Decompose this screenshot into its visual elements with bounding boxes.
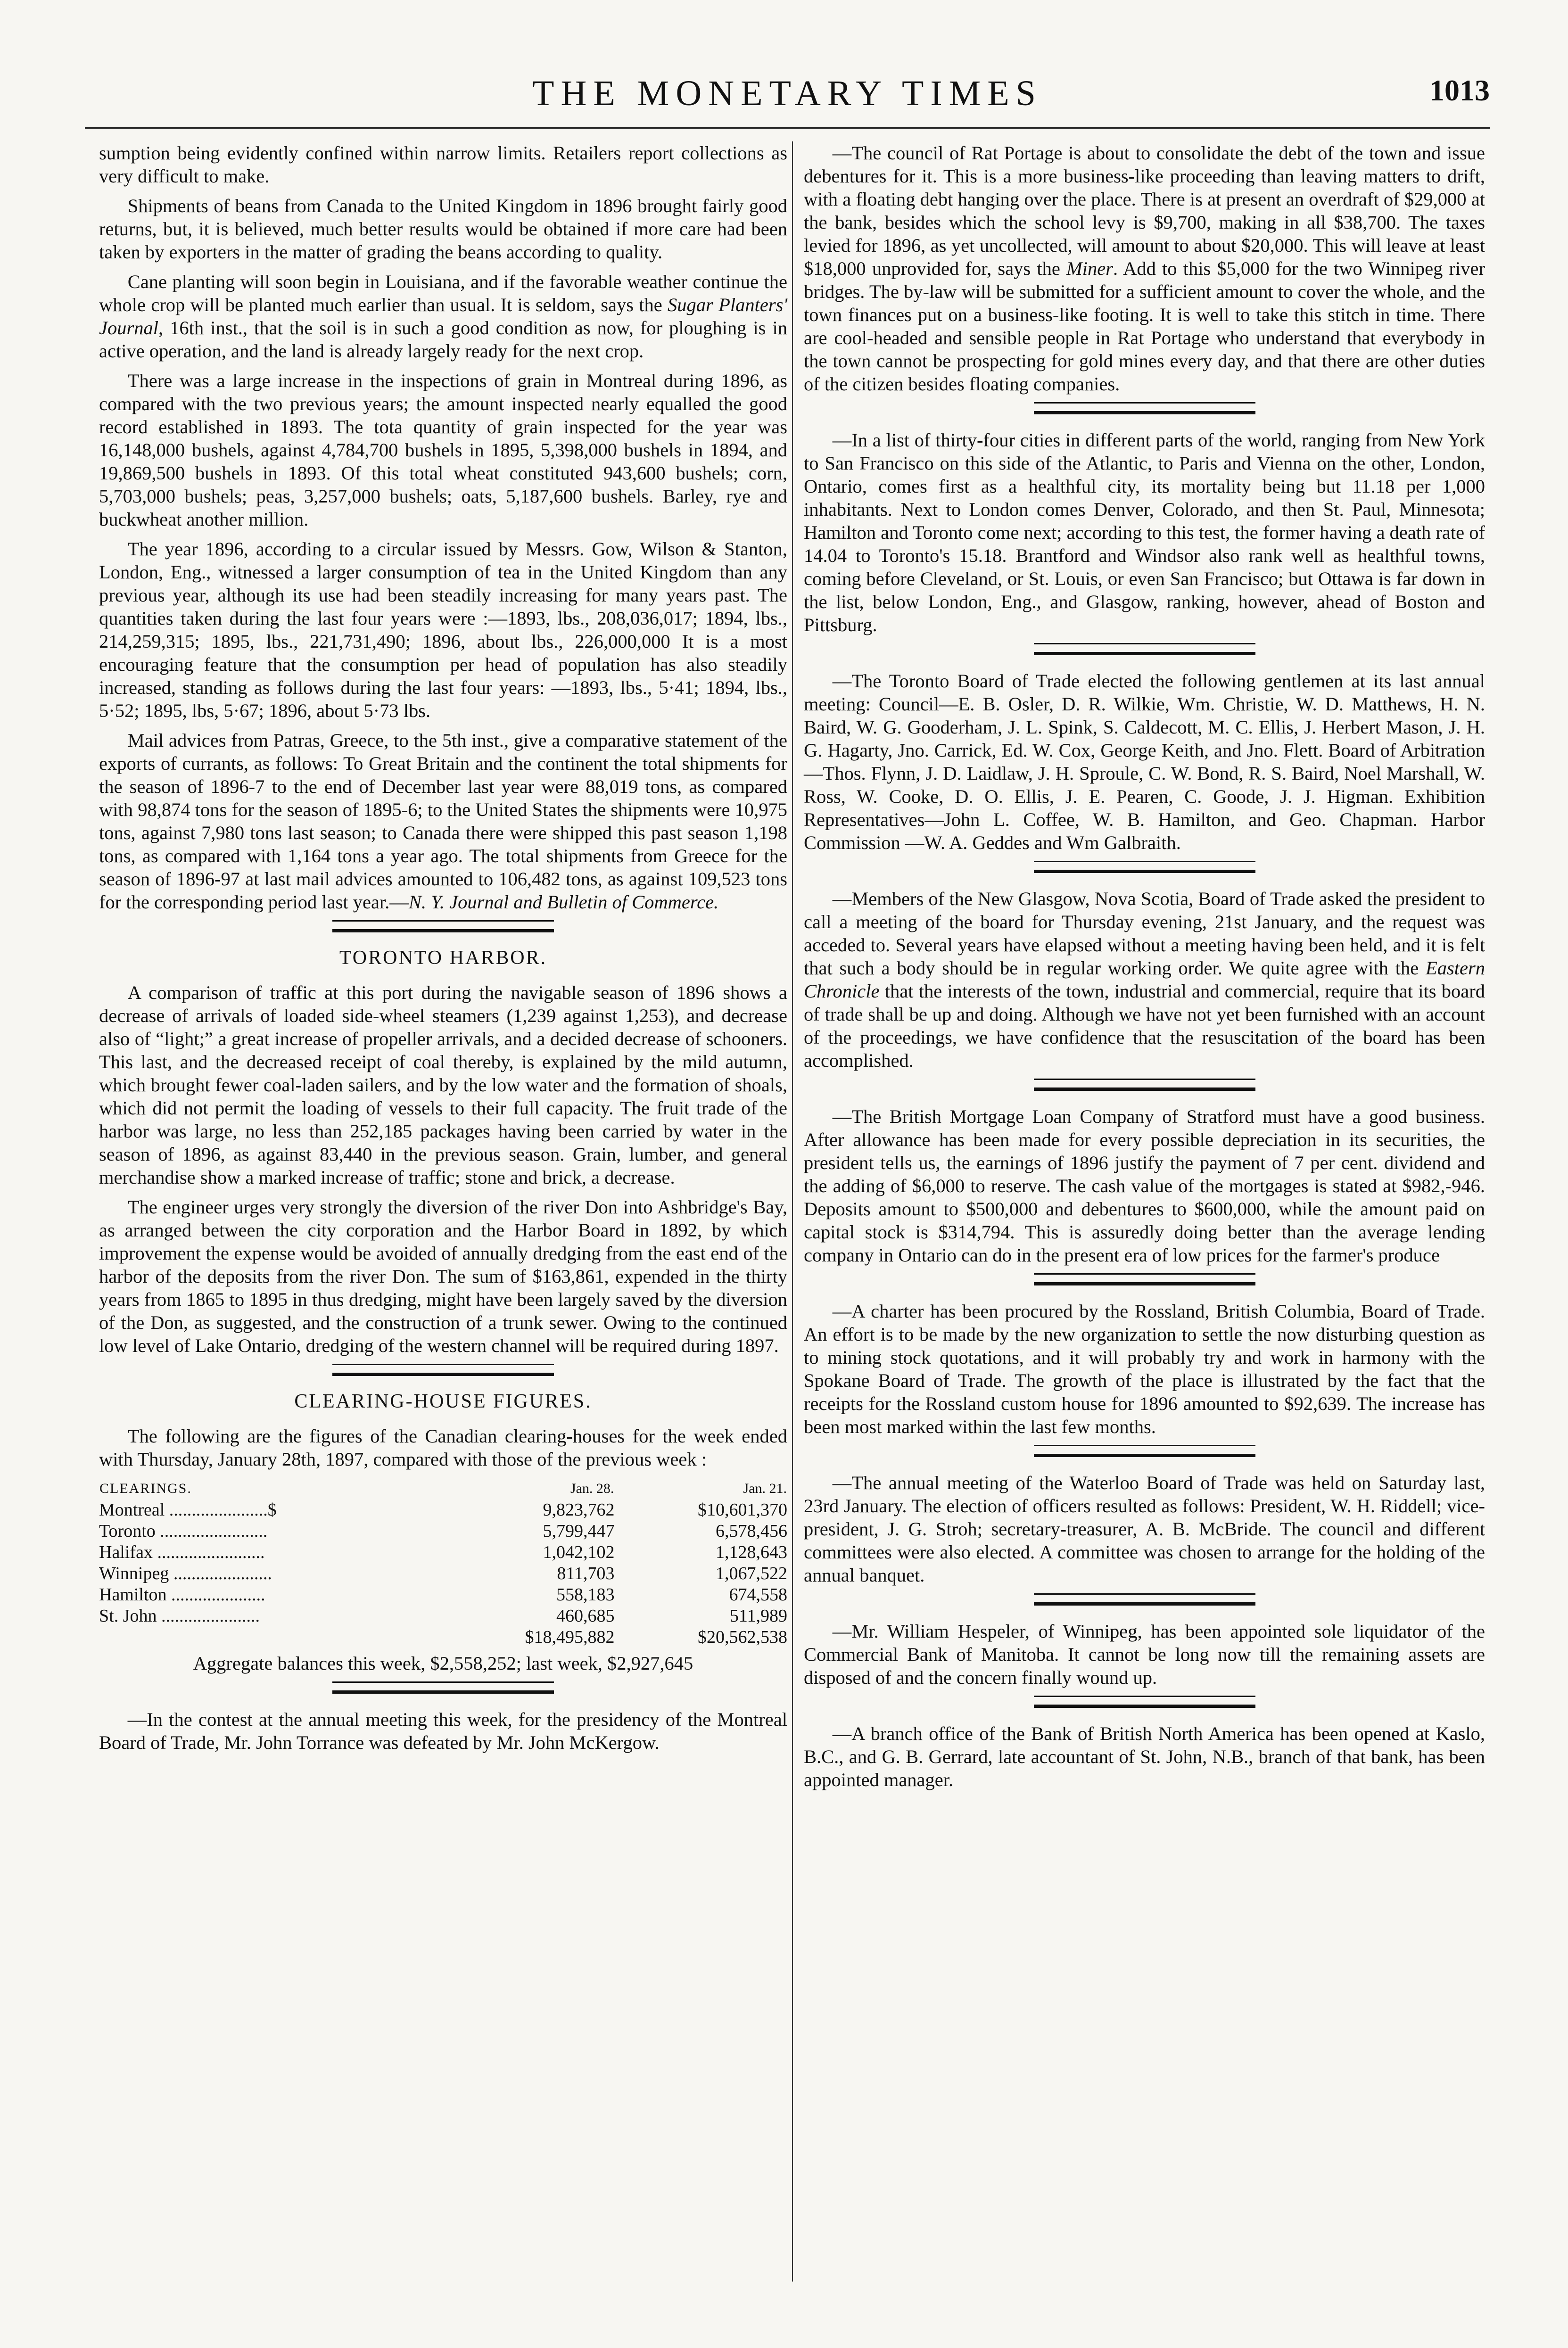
table-row: Hamilton ..................... 558,183 674,558 <box>99 1585 787 1605</box>
right-column <box>804 141 1485 1798</box>
table-row: Montreal ......................$ 9,823,762 $10,601,370 <box>99 1500 787 1520</box>
section-rule <box>332 920 554 932</box>
page-number: 1013 <box>1429 74 1490 107</box>
section-heading-clearing-house: CLEARING-HOUSE FIGURES. <box>294 1391 592 1412</box>
table-row: Winnipeg ...................... 811,703 1,067,522 <box>99 1564 787 1583</box>
paragraph: —The Toronto Board of Trade elected the following gentlemen at its last annual meeting: Council—E. B. Osler, D. R. Wilkie, Wm. Christie, W. D. Matthews, H. N. Baird, W. G. Gooderham, J. L. Spink, S. Caldecott, M. C. Ellis, J. Herbert Mason, J. H. G. Hagarty, Jno. Carrick, Ed. W. Cox, George Keith, and Jno. Flett. Board of Arbitration—Thos. Flynn, J. D. Laidlaw, J. H. Sproule, C. W. Bond, R. S. Baird, Noel Marshall, W. Ross, W. Cooke, D. O. Ellis, J. E. Pearen, C. Goode, J. J. Higman. Exhibition Representatives—John L. Coffee, W. B. Hamilton, and Geo. Chapman. Harbor Commission —W. A. Geddes and Wm Galbraith. <box>804 670 1485 853</box>
section-rule <box>332 1364 554 1376</box>
paragraph: —The annual meeting of the Waterloo Board of Trade was held on Saturday last, 23rd January. The election of officers resulted as follows: President, W. H. Riddell; vice-president, J. G. Stroh; secretary-treasurer, A. B. McBride. The council and different committees were also elected. A committee was chosen to arrange for the holding of the annual banquet. <box>804 1472 1485 1586</box>
section-rule <box>1034 1696 1255 1708</box>
publication-title: THE MONETARY TIMES <box>532 74 1042 113</box>
section-rule <box>1034 643 1255 655</box>
paragraph: There was a large increase in the inspections of grain in Montreal during 1896, as compared with the two previous years; the amount inspected nearly equalled the good record established in 1893. The tota quantity of grain inspected for the year was 16,148,000 bushels, against 4,784,700 bushels in 1895, 5,398,000 bushels in 1894, and 19,869,500 bushels in 1893. Of this total wheat constituted 943,600 bushels; corn, 5,703,000 bushels; peas, 3,257,000 bushels; oats, 5,187,600 bushels. Barley, rye and buckwheat another million. <box>99 370 787 530</box>
table-row: Toronto ........................ 5,799,447 6,578,456 <box>99 1521 787 1541</box>
paragraph: —A branch office of the Bank of British North America has been opened at Kaslo, B.C., and G. B. Gerrard, late accountant of St. John, N.B., branch of that bank, has been appointed manager. <box>804 1723 1485 1790</box>
paragraph: The following are the figures of the Canadian clearing-houses for the week ended with Thursday, January 28th, 1897, compared with those of the previous week : <box>99 1425 787 1470</box>
paragraph: The year 1896, according to a circular issued by Messrs. Gow, Wilson & Stanton, London, Eng., witnessed a larger consumption of tea in the United Kingdom than any previous year, although its use had been steadily increasing for many years past. The quantities taken during the last four years were :—1893, lbs., 208,036,017; 1894, lbs., 214,259,315; 1895, lbs., 221,731,490; 1896, about lbs., 226,000,000 It is a most encouraging feature that the consumption per head of population has also steadily increased, standing as follows during the last four years: —1893, lbs., 5·41; 1894, lbs., 5·52; 1895, lbs, 5·67; 1896, about 5·73 lbs. <box>99 538 787 721</box>
table-row: Halifax ........................ 1,042,102 1,128,643 <box>99 1542 787 1562</box>
paragraph: —In the contest at the annual meeting this week, for the presidency of the Montreal Board of Trade, Mr. John Torrance was defeated by Mr. John McKergow. <box>99 1709 787 1753</box>
paragraph: —In a list of thirty-four cities in different parts of the world, ranging from New York to San Francisco on this side of the Atlantic, to Paris and Vienna on the other, London, Ontario, comes first as a healthful city, its mortality being but 11.18 per 1,000 inhabitants. Next to London comes Denver, Colorado, and then St. Paul, Minnesota; Hamilton and Toronto come next; according to this test, the former having a death rate of 14.04 to Toronto's 15.18. Brantford and Windsor also rank well as healthful towns, coming before Cleveland, or St. Louis, or even San Francisco; but Ottawa is far down in the list, below London, Eng., and Glasgow, ranking, however, ahead of Boston and Pittsburg. <box>804 429 1485 635</box>
paragraph: —Members of the New Glasgow, Nova Scotia, Board of Trade asked the president to call a meeting of the board for Thursday evening, 21st January, and the request was acceded to. Several years have elapsed without a meeting having been held, and it is felt that such a body should be in regular working order. We quite agree with the Eastern Chronicle that the interests of the town, industrial and commercial, require that its board of trade shall be up and doing. Although we have not yet been furnished with an account of the proceedings, we have confidence that the resuscitation of the board has been accomplished. <box>804 888 1485 1071</box>
table-row: St. John ...................... 460,685 511,989 <box>99 1606 787 1626</box>
paragraph: The engineer urges very strongly the diversion of the river Don into Ashbridge's Bay, as arranged between the city corporation and the Harbor Board in 1892, by which improvement the expense would be avoided of annually dredging from the east end of the harbor of the deposits from the river Don. The sum of $163,861, expended in the thirty years from 1865 to 1895 in thus dredging, might have been largely saved by the diversion of the Don, as suggested, and the construction of a trunk sewer. Owing to the continued low level of Lake Ontario, dredging of the western channel will be required during 1897. <box>99 1196 787 1356</box>
left-column <box>99 141 787 1761</box>
page-header <box>85 71 1490 129</box>
section-rule <box>1034 1593 1255 1606</box>
table-total-row: $18,495,882 $20,562,538 <box>525 1627 787 1647</box>
paragraph: —Mr. William Hespeler, of Winnipeg, has been appointed sole liquidator of the Commercial Bank of Manitoba. It cannot be long now till the remaining assets are disposed of and the concern finally wound up. <box>804 1621 1485 1688</box>
paragraph: Mail advices from Patras, Greece, to the 5th inst., give a comparative statement of the exports of currants, as follows: To Great Britain and the continent the total shipments for the season of 1896-7 to the end of December last year were 88,019 tons, as compared with 98,874 tons for the season of 1895-6; to the United States the shipments were 10,975 tons, against 7,980 tons last season; to Canada there were shipped this past season 1,198 tons, as compared with 1,164 tons a year ago. The total shipments from Greece for the season of 1896-97 at last mail advices amounted to 106,482 tons, as against 109,523 tons for the corresponding period last year.—N. Y. Journal and Bulletin of Commerce. <box>99 730 787 913</box>
section-rule <box>332 1681 554 1694</box>
aggregate-balances: Aggregate balances this week, $2,558,252; last week, $2,927,645 <box>193 1653 693 1674</box>
column-divider <box>792 141 793 2282</box>
paragraph: Shipments of beans from Canada to the United Kingdom in 1896 brought fairly good returns, but, it is believed, much better results would be obtained if more care had been taken by exporters in the matter of grading the beans according to quality. <box>99 195 787 263</box>
clearing-house-table <box>99 1477 787 1648</box>
table-header-jan21: Jan. 21. <box>743 1481 787 1496</box>
table-header-jan28: Jan. 28. <box>570 1481 614 1496</box>
section-rule <box>1034 1273 1255 1285</box>
paragraph: —The British Mortgage Loan Company of Stratford must have a good business. After allowance has been made for every possible depreciation in its securities, the president tells us, the earnings of 1896 justify the payment of 7 per cent. dividend and the adding of $6,000 to reserve. The cash value of the mortgages is stated at $982,-946. Deposits amount to $500,000 and debentures to $600,000, while the amount paid on capital stock is $314,794. This is assuredly doing better than the average lending company in Ontario can do in the present era of low prices for the farmer's produce <box>804 1106 1485 1266</box>
section-rule <box>1034 1079 1255 1091</box>
paragraph: —A charter has been procured by the Rossland, British Columbia, Board of Trade. An effort is to be made by the new organization to settle the now disturbing question as to mining stock quotations, and it will probably try and work in harmony with the Spokane Board of Trade. The growth of the place is illustrated by the fact that the receipts for the Rossland custom house for 1896 amounted to $92,639. The increase has been most marked within the last few months. <box>804 1301 1485 1437</box>
table-header-label: CLEARINGS. <box>99 1481 192 1496</box>
paragraph: —The council of Rat Portage is about to consolidate the debt of the town and issue debentures for it. This is a more business-like proceeding than leaving matters to drift, with a floating debt hanging over the place. There is at present an overdraft of $29,000 at the bank, besides which the school levy is $9,700, making in all $38,700. The taxes levied for 1896, as yet uncollected, will amount to about $20,000. This will leave at least $18,000 unprovided for, says the Miner. Add to this $5,000 for the two Winnipeg river bridges. The by-law will be submitted for a sufficient amount to cover the whole, and the town finances put on a business-like footing. It is well to take this stitch in time. There are cool-headed and sensible people in Rat Portage who understand that everybody in the town cannot be prospecting for gold mines every day, and that there are other duties of the citizen besides floating companies. <box>804 142 1485 395</box>
section-rule <box>1034 861 1255 873</box>
paragraph: sumption being evidently confined within narrow limits. Retailers report collections as very difficult to make. <box>99 142 787 187</box>
paragraph: Cane planting will soon begin in Louisiana, and if the favorable weather continue the whole crop will be planted much earlier than usual. It is seldom, says the Sugar Planters' Journal, 16th inst., that the soil is in such a good condition as now, for ploughing is in active operation, and the land is already largely ready for the next crop. <box>99 271 787 362</box>
section-rule <box>1034 402 1255 414</box>
section-heading-toronto-harbor: TORONTO HARBOR. <box>339 947 547 969</box>
paragraph: A comparison of traffic at this port during the navigable season of 1896 shows a decrease of arrivals of loaded side-wheel steamers (1,239 against 1,253), and decrease also of “light;” a great increase of propeller arrivals, and a decided decrease of schooners. This last, and the decreased receipt of coal thereby, is explained by the mild autumn, which brought fewer coal-laden sailers, and by the low water and the formation of shoals, which did not permit the loading of vessels to their full capacity. The fruit trade of the harbor was large, no less than 252,185 packages having been carried by water in the season of 1896, as against 83,440 in the previous season. Grain, lumber, and general merchandise show a marked increase of traffic; stone and brick, a decrease. <box>99 982 787 1188</box>
section-rule <box>1034 1445 1255 1457</box>
